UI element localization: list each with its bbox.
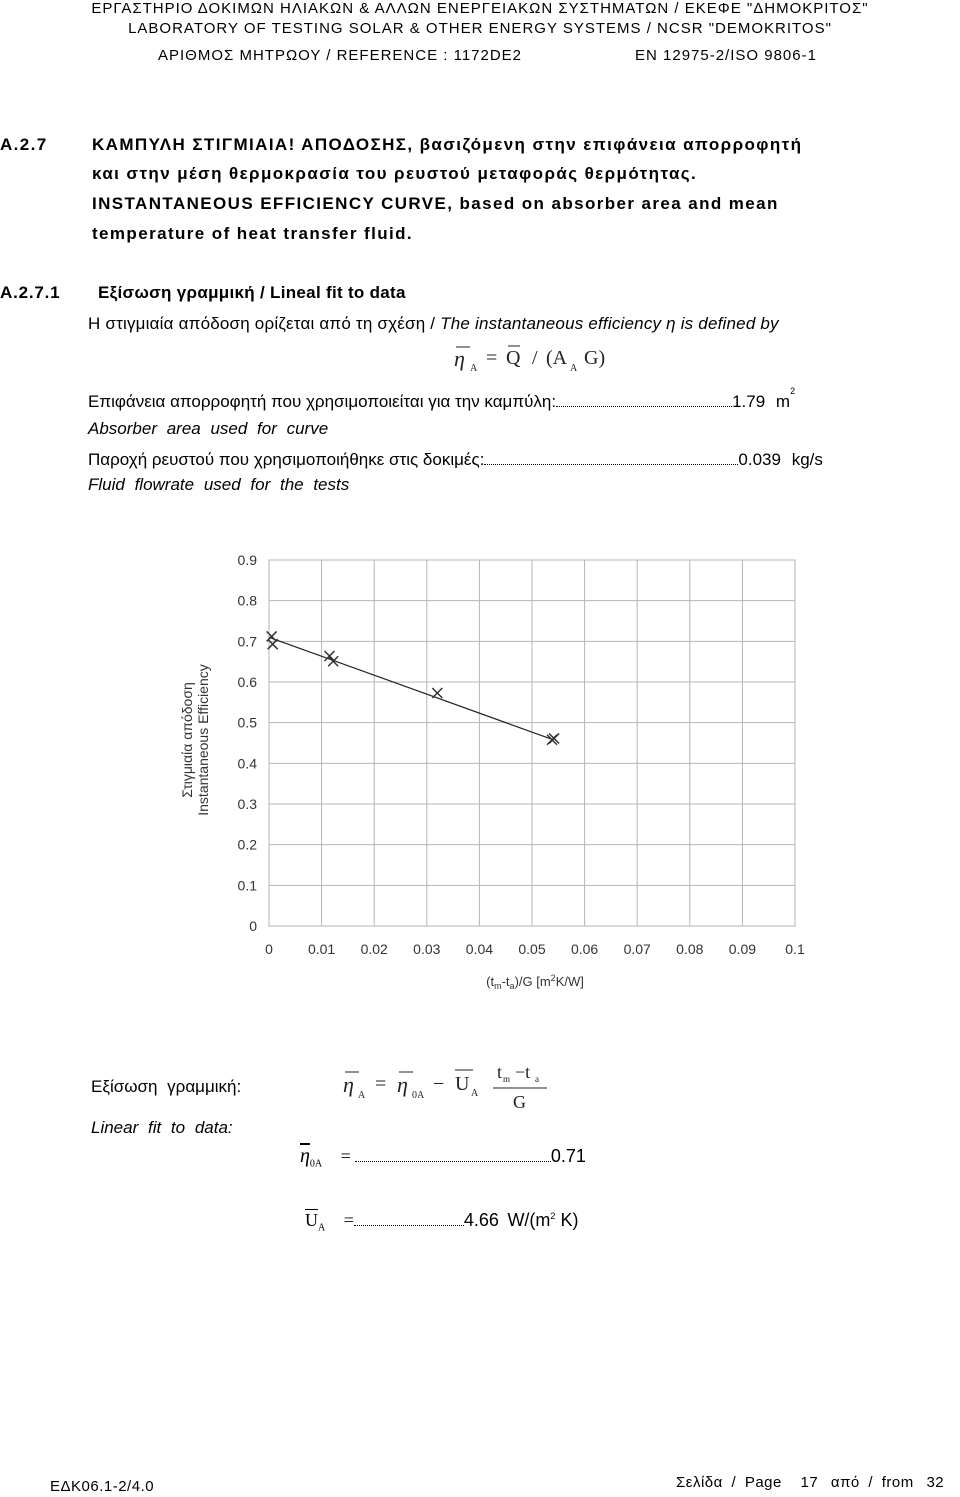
ua-value: 4.66 (463, 1210, 499, 1230)
svg-text:η: η (343, 1072, 354, 1097)
eta0-subscript: 0A (309, 1158, 323, 1170)
footer-of-label: από / from (830, 1474, 914, 1491)
svg-text:a: a (535, 1074, 539, 1084)
svg-text:A: A (358, 1090, 366, 1101)
area-unit-exponent: 2 (790, 386, 796, 397)
chart-y-tick-label: 0.5 (237, 714, 257, 731)
chart-y-tick-label: 0.8 (237, 592, 257, 609)
area-leader-dots (556, 406, 732, 407)
chart-x-tick-label: 0.1 (785, 941, 805, 957)
efficiency-chart (160, 540, 840, 1000)
svg-text:m: m (503, 1074, 511, 1084)
footer-page (676, 1474, 944, 1491)
area-label-en: Absorber area used for curve (88, 419, 329, 438)
subsection-title: Εξίσωση γραμμική / Lineal fit to data (98, 283, 406, 302)
chart-y-tick-label: 0.7 (237, 633, 257, 650)
ua-unit: $W/(m^2$ K) (507, 1210, 579, 1230)
svg-text:G: G (513, 1092, 526, 1112)
chart-xlabel: $(t_m-t_a)/G$ $[m^2K/W]$ (486, 973, 584, 991)
chart-y-tick-label: 0.4 (237, 755, 257, 772)
chart-point (432, 688, 442, 698)
definition-line (88, 314, 779, 334)
footer-page-number: 17 (800, 1474, 819, 1491)
area-value: 1.79 (732, 392, 766, 411)
svg-text:Q: Q (506, 347, 521, 369)
chart-x-tick-label: 0.01 (307, 941, 336, 957)
chart-fit-line (269, 637, 551, 739)
chart-x-tick-label: 0.07 (623, 941, 651, 957)
svg-text:η: η (397, 1072, 408, 1097)
eta0-equals: = (340, 1146, 351, 1166)
footer-total-pages: 32 (926, 1474, 945, 1491)
footer-doc-code: ΕΔΚ06.1-2/4.0 (50, 1478, 155, 1495)
flow-label-en: Fluid flowrate used for the tests (88, 475, 350, 494)
svg-text:0A: 0A (412, 1090, 425, 1101)
ua-symbol: $\overline{U}$ (305, 1210, 318, 1230)
definition-gr: Η στιγμιαία απόδοση ορίζεται από τη σχέση / (88, 314, 436, 333)
ua-leader-dots (354, 1225, 464, 1226)
svg-text:(A: (A (546, 347, 568, 369)
chart-x-tick-label: 0.05 (518, 941, 546, 957)
area-row (88, 386, 948, 412)
ua-row (305, 1210, 578, 1234)
chart-x-tick-label: 0.09 (728, 941, 757, 957)
svg-text:=: = (375, 1073, 387, 1095)
svg-text:A: A (470, 363, 478, 374)
section-title-en-1: INSTANTANEOUS EFFICIENCY CURVE, based on absorber area and mean (92, 194, 779, 213)
chart-grid (269, 560, 795, 926)
chart-y-tick-label: 0.2 (237, 836, 257, 853)
chart-y-tick-label: 0.3 (237, 796, 257, 812)
chart-fit-segment (269, 637, 551, 739)
eta0-row (300, 1145, 586, 1170)
section-number: A.2.7 (0, 135, 48, 154)
chart-x-tick-label: 0.02 (360, 941, 388, 957)
header-reference: ΑΡΙΘΜΟΣ ΜΗΤΡΩΟΥ / REFERENCE : 1172DE2 (158, 47, 523, 64)
svg-text:/: / (532, 347, 538, 369)
flow-row (88, 450, 958, 470)
chart-x-tick-label: 0.04 (465, 941, 494, 957)
chart-x-tick-label: 0.06 (570, 941, 599, 957)
ua-equals: = (343, 1210, 354, 1230)
flow-label-gr: Παροχή ρευστού που χρησιμοποιήθηκε στις δοκιμές: (88, 450, 485, 469)
chart-x-tick-label: 0.08 (676, 941, 704, 957)
section-title-gr-2: και στην μέση θερμοκρασία του ρευστού μεταφοράς θερμότητας. (92, 164, 698, 183)
area-label-gr: Επιφάνεια απορροφητή που χρησιμοποιείται για την καμπύλη: (88, 392, 557, 411)
svg-text:η: η (454, 346, 465, 371)
section-title-gr-1: ΚΑΜΠΥΛΗ ΣΤΙΓΜΙΑΙΑ! ΑΠΟΔΟΣΗΣ, βασιζόμενη στην επιφάνεια απορροφητή (92, 135, 803, 154)
subsection-number: A.2.7.1 (0, 283, 61, 302)
eta0-symbol: $\overline{\eta}$ (300, 1145, 310, 1167)
eta0-leader-dots (355, 1161, 551, 1162)
eta0-value: 0.71 (550, 1146, 586, 1166)
chart-ylabel-en: Instantaneous Efficiency (195, 664, 211, 816)
section-title-en-2: temperature of heat transfer fluid. (92, 224, 414, 243)
svg-text:U: U (455, 1073, 470, 1095)
area-unit: m (775, 392, 791, 411)
chart-y-tick-label: 0.1 (237, 877, 257, 894)
svg-text:−t: −t (515, 1062, 531, 1082)
chart-x-tick-label: 0.03 (413, 941, 441, 957)
chart-ylabel-gr: Στιγμιαία απόδοση (179, 682, 195, 798)
svg-text:G): G) (584, 347, 606, 369)
svg-text:A: A (570, 363, 578, 374)
flow-unit: kg/s (791, 450, 823, 469)
header-standard: EN 12975-2/ISO 9806-1 (635, 47, 817, 64)
chart-x-tick-label: 0 (265, 941, 273, 957)
svg-text:=: = (486, 347, 498, 369)
svg-text:A: A (471, 1088, 479, 1099)
flow-value: 0.039 (738, 450, 781, 469)
ua-subscript: A (318, 1222, 326, 1234)
header-lab-en: LABORATORY OF TESTING SOLAR & OTHER ENERGY SYSTEMS / NCSR "DEMOKRITOS" (128, 20, 832, 37)
chart-data-points (267, 631, 559, 744)
footer-page-label: Σελίδα / Page (676, 1474, 782, 1491)
header-lab-gr: ΕΡΓΑΣΤΗΡΙΟ ΔΟΚΙΜΩΝ ΗΛΙΑΚΩΝ & ΑΛΛΩΝ ΕΝΕΡΓΕΙΑΚΩΝ ΣΥΣΤΗΜΑΤΩΝ / ΕΚΕΦΕ "ΔΗΜΟΚΡΙΤΟΣ" (91, 0, 869, 17)
fit-label-gr: Εξίσωση γραμμική: (91, 1077, 242, 1096)
fit-label-en: Linear fit to data: (91, 1118, 233, 1137)
chart-y-tick-label: 0 (249, 918, 257, 934)
efficiency-definition-formula (448, 340, 628, 376)
linear-fit-equation (335, 1058, 575, 1118)
chart-y-tick-label: 0.6 (237, 674, 257, 690)
svg-text:t: t (497, 1062, 503, 1082)
definition-en: The instantaneous efficiency η is defined by (440, 314, 779, 333)
flow-leader-dots (484, 464, 738, 465)
svg-text:−: − (433, 1073, 445, 1095)
chart-tick-labels (238, 552, 805, 957)
chart-y-tick-label: 0.9 (237, 552, 257, 568)
